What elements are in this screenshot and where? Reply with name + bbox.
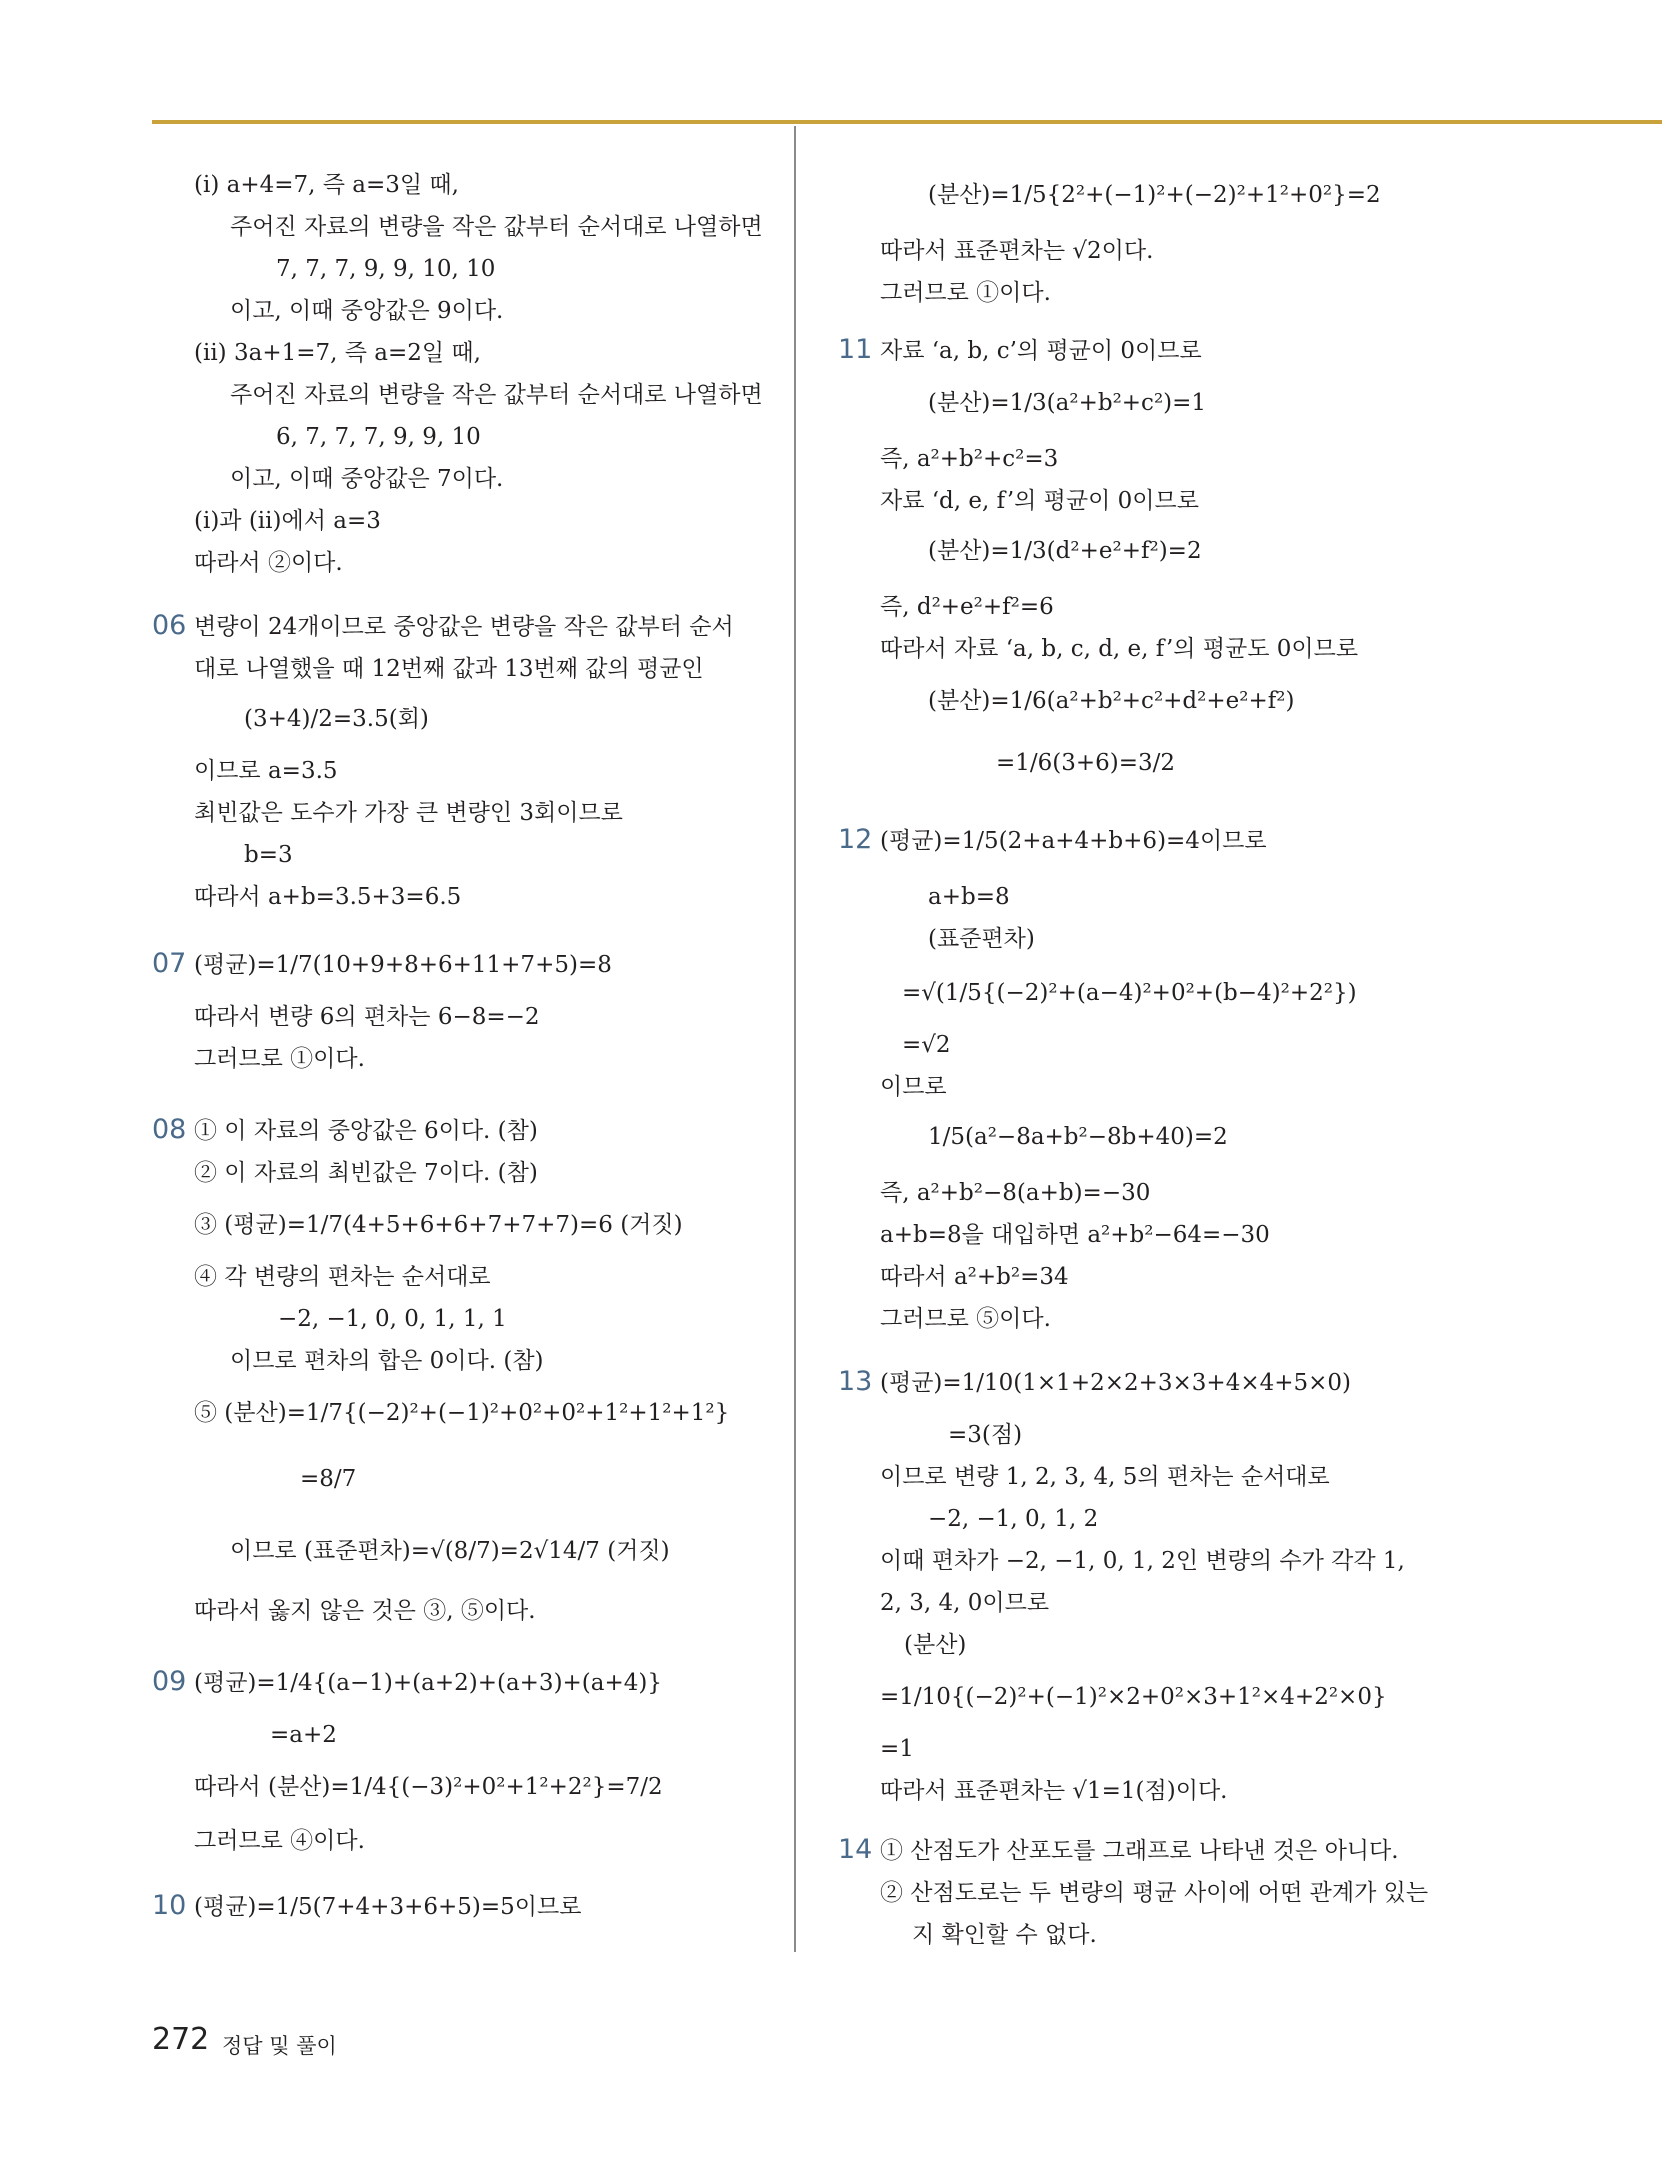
text-line: 주어진 자료의 변량을 작은 값부터 순서대로 나열하면: [230, 214, 763, 240]
text-line: 대로 나열했을 때 12번째 값과 13번째 값의 평균인: [194, 656, 704, 682]
text-line: (평균)=1/5(2+a+4+b+6)=4이므로: [880, 828, 1267, 854]
text-line: ② 산점도로는 두 변량의 평균 사이에 어떤 관계가 있는: [880, 1880, 1429, 1906]
text-line: 7, 7, 7, 9, 9, 10, 10: [276, 256, 496, 282]
text-line: 이므로 (표준편차)=√(8/7)=2√14/7 (거짓): [230, 1538, 670, 1564]
problem-number: 13: [838, 1366, 873, 1397]
text-line: (평균)=1/4{(a−1)+(a+2)+(a+3)+(a+4)}: [194, 1670, 663, 1696]
text-line: (ⅰ) a+4=7, 즉 a=3일 때,: [194, 172, 459, 198]
text-line: ② 이 자료의 최빈값은 7이다. (참): [194, 1160, 538, 1186]
text-line: (3+4)/2=3.5(회): [244, 706, 429, 732]
text-line: 이므로 a=3.5: [194, 758, 338, 784]
text-line: (분산): [904, 1632, 967, 1658]
problem-number: 10: [152, 1890, 187, 1921]
text-line: 그러므로 ④이다.: [194, 1828, 365, 1854]
text-line: 이므로 편차의 합은 0이다. (참): [230, 1348, 544, 1374]
text-line: 이고, 이때 중앙값은 7이다.: [230, 466, 504, 492]
text-line: =√2: [902, 1032, 951, 1058]
text-line: 그러므로 ①이다.: [880, 280, 1051, 306]
text-line: ① 이 자료의 중앙값은 6이다. (참): [194, 1118, 538, 1144]
text-line: 2, 3, 4, 0이므로: [880, 1590, 1050, 1616]
text-line: 즉, d²+e²+f²=6: [880, 594, 1054, 620]
text-line: =a+2: [270, 1722, 337, 1748]
text-line: 따라서 변량 6의 편차는 6−8=−2: [194, 1004, 540, 1030]
text-line: 따라서 ②이다.: [194, 550, 343, 576]
text-line: =1/6(3+6)=3/2: [996, 750, 1176, 776]
text-line: 이므로: [880, 1074, 947, 1100]
text-line: (ⅱ) 3a+1=7, 즉 a=2일 때,: [194, 340, 481, 366]
text-line: 이고, 이때 중앙값은 9이다.: [230, 298, 504, 324]
text-line: =8/7: [300, 1466, 357, 1492]
text-line: 변량이 24개이므로 중앙값은 변량을 작은 값부터 순서: [194, 614, 734, 640]
problem-number: 12: [838, 824, 873, 855]
text-line: ③ (평균)=1/7(4+5+6+6+7+7+7)=6 (거짓): [194, 1212, 683, 1238]
text-line: 주어진 자료의 변량을 작은 값부터 순서대로 나열하면: [230, 382, 763, 408]
text-line: 자료 ‘a, b, c’의 평균이 0이므로: [880, 338, 1202, 364]
text-line: (평균)=1/5(7+4+3+6+5)=5이므로: [194, 1894, 582, 1920]
text-line: ④ 각 변량의 편차는 순서대로: [194, 1264, 491, 1290]
text-line: 따라서 표준편차는 √1=1(점)이다.: [880, 1778, 1228, 1804]
text-line: =3(점): [948, 1422, 1023, 1448]
text-line: 지 확인할 수 없다.: [912, 1922, 1097, 1948]
text-line: 이므로 변량 1, 2, 3, 4, 5의 편차는 순서대로: [880, 1464, 1330, 1490]
column-divider: [794, 126, 796, 1952]
text-line: (평균)=1/10(1×1+2×2+3×3+4×4+5×0): [880, 1370, 1352, 1396]
text-line: 자료 ‘d, e, f’의 평균이 0이므로: [880, 488, 1199, 514]
text-line: 따라서 a+b=3.5+3=6.5: [194, 884, 462, 910]
text-line: =1: [880, 1736, 914, 1762]
text-line: −2, −1, 0, 1, 2: [928, 1506, 1099, 1532]
problem-number: 09: [152, 1666, 187, 1697]
text-line: 따라서 a²+b²=34: [880, 1264, 1069, 1290]
text-line: (평균)=1/7(10+9+8+6+11+7+5)=8: [194, 952, 612, 978]
text-line: (분산)=1/5{2²+(−1)²+(−2)²+1²+0²}=2: [928, 182, 1381, 208]
text-line: 즉, a²+b²+c²=3: [880, 446, 1059, 472]
text-line: −2, −1, 0, 0, 1, 1, 1: [278, 1306, 507, 1332]
problem-number: 06: [152, 610, 187, 641]
text-line: (표준편차): [928, 926, 1035, 952]
text-line: 최빈값은 도수가 가장 큰 변량인 3회이므로: [194, 800, 623, 826]
text-line: 따라서 자료 ‘a, b, c, d, e, f’의 평균도 0이므로: [880, 636, 1359, 662]
text-line: (분산)=1/3(a²+b²+c²)=1: [928, 390, 1207, 416]
problem-number: 11: [838, 334, 873, 365]
text-line: 이때 편차가 −2, −1, 0, 1, 2인 변량의 수가 각각 1,: [880, 1548, 1405, 1574]
text-line: 따라서 표준편차는 √2이다.: [880, 238, 1154, 264]
text-line: 그러므로 ⑤이다.: [880, 1306, 1051, 1332]
page-number: 272: [152, 2022, 210, 2057]
text-line: 즉, a²+b²−8(a+b)=−30: [880, 1180, 1151, 1206]
text-line: (분산)=1/6(a²+b²+c²+d²+e²+f²): [928, 688, 1295, 714]
text-line: 6, 7, 7, 7, 9, 9, 10: [276, 424, 481, 450]
text-line: ① 산점도가 산포도를 그래프로 나타낸 것은 아니다.: [880, 1838, 1399, 1864]
text-line: (분산)=1/3(d²+e²+f²)=2: [928, 538, 1202, 564]
text-line: =√(1/5{(−2)²+(a−4)²+0²+(b−4)²+2²}): [902, 980, 1357, 1006]
text-line: b=3: [244, 842, 293, 868]
header-rule: [152, 120, 1662, 124]
text-line: 따라서 옳지 않은 것은 ③, ⑤이다.: [194, 1598, 536, 1624]
text-line: 따라서 (분산)=1/4{(−3)²+0²+1²+2²}=7/2: [194, 1774, 663, 1800]
text-line: 1/5(a²−8a+b²−8b+40)=2: [928, 1124, 1228, 1150]
text-line: 그러므로 ①이다.: [194, 1046, 365, 1072]
text-line: a+b=8을 대입하면 a²+b²−64=−30: [880, 1222, 1270, 1248]
text-line: a+b=8: [928, 884, 1010, 910]
page-section-label: 정답 및 풀이: [222, 2034, 337, 2058]
problem-number: 08: [152, 1114, 187, 1145]
problem-number: 14: [838, 1834, 873, 1865]
problem-number: 07: [152, 948, 187, 979]
text-line: ⑤ (분산)=1/7{(−2)²+(−1)²+0²+0²+1²+1²+1²}: [194, 1400, 730, 1426]
text-line: (ⅰ)과 (ⅱ)에서 a=3: [194, 508, 381, 534]
text-line: =1/10{(−2)²+(−1)²×2+0²×3+1²×4+2²×0}: [880, 1684, 1387, 1710]
